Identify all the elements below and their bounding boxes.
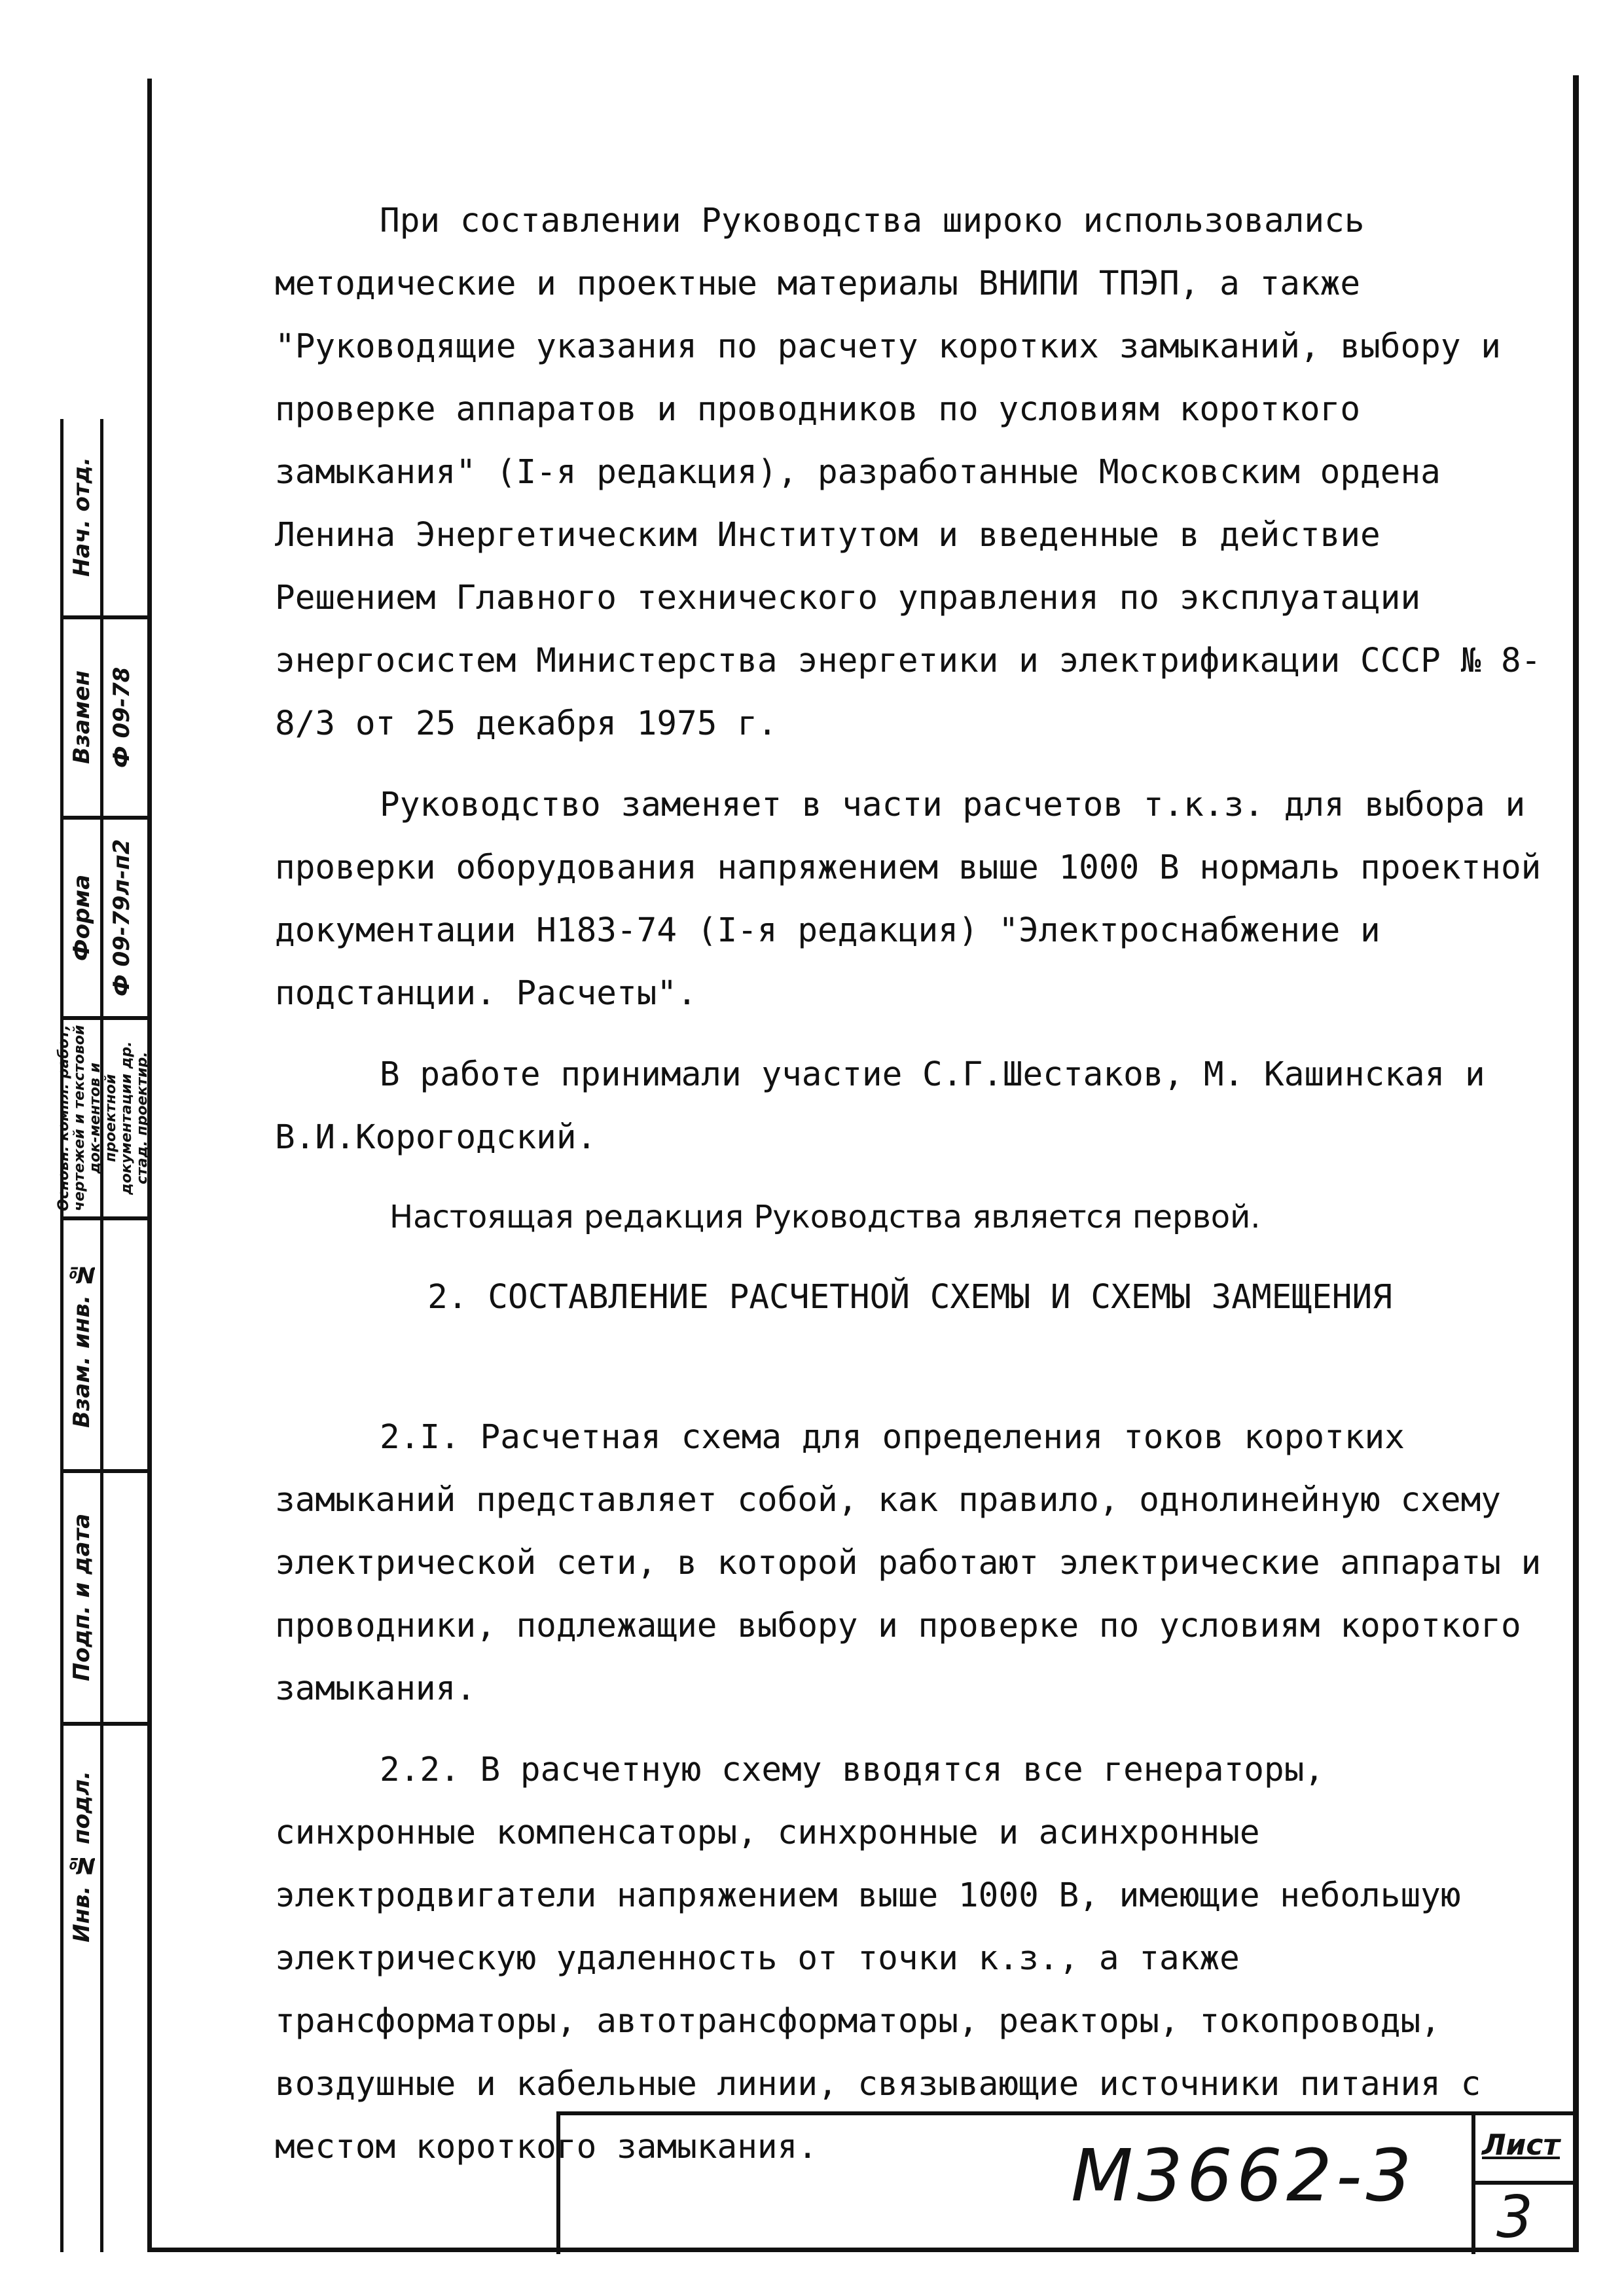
stamp-strip xyxy=(56,419,151,2252)
sheet-number: 3 xyxy=(1496,2183,1533,2251)
stamp-form-value: Ф 09-79л-п2 xyxy=(109,839,135,997)
stamp-dept-label: Нач. отд. xyxy=(69,457,95,577)
stamp-replaced-value: Ф 09-78 xyxy=(109,666,135,769)
paragraph-replacement: Руководство заменяет в части расчетов т.к.з. для выбора и проверки оборудования напряжением выше 1000 В нормаль проектной документации Н183-74 (I-я редакция) "Электроснабжение и подстанции. Расчеты". xyxy=(275,786,1542,1013)
paragraph-2-1: 2.I. Расчетная схема для определения токов коротких замыканий представляет собой, как правило, однолинейную схему электрической сети, в которой работают электрические аппараты и проводники, подлежащие выбору и проверке по условиям короткого замыкания. xyxy=(275,1418,1542,1708)
paragraph-2-2: 2.2. В расчетную схему вводятся все генераторы, синхронные компенсаторы, синхронные и асинхронные электродвигатели напряжением выше 1000 В, имеющие небольшую электрическую удаленность от точки к.з., а также трансформаторы, автотрансформаторы, реакторы, токопроводы, воздушные и кабельные линии, связывающие источники питания с местом короткого замыкания. xyxy=(275,1751,1481,2166)
document-body xyxy=(275,190,1545,2197)
sheet-label: Лист xyxy=(1482,2128,1560,2162)
stamp-basis-text: Основн. компл. работ, чертежей и текстовой док-ментов и проектной документации др. стад. проектир. xyxy=(56,1025,151,1212)
stamp-inv-dup-label: Взам. инв. № xyxy=(69,1261,95,1429)
paragraph-participants: В работе принимали участие С.Г.Шестаков, М. Кашинская и В.И.Корогодский. xyxy=(275,1055,1485,1157)
document-code: М3662-3 xyxy=(1071,2134,1416,2217)
handwritten-note: Настоящая редакция Руководства является первой. xyxy=(389,1199,1261,1235)
section-heading: 2. СОСТАВЛЕНИЕ РАСЧЕТНОЙ СХЕМЫ И СХЕМЫ ЗАМЕЩЕНИЯ xyxy=(427,1278,1392,1317)
stamp-replaced-label: Взамен xyxy=(69,670,95,765)
paragraph-intro: При составлении Руководства широко использовались методические и проектные материалы ВНИПИ ТПЭП, а также "Руководящие указания по расчету коротких замыканий, выбору и проверке аппаратов и проводников по условиям короткого замыкания" (I-я редакция), разработанные Московским ордена Ленина Энергетическим Институтом и введенные в действие Решением Главного технического управления по эксплуатации энергосистем Министерства энергетики и электрификации СССР № 8-8/3 от 25 декабря 1975 г. xyxy=(275,202,1542,743)
stamp-inv-orig-label: Инв. № подл. xyxy=(69,1770,95,1943)
stamp-sign-date-label: Подп. и дата xyxy=(69,1513,95,1682)
frame-right-border xyxy=(1573,75,1579,2252)
title-block-separator xyxy=(1471,2115,1475,2254)
title-block xyxy=(556,2111,1579,2254)
stamp-form-label: Форма xyxy=(69,874,95,962)
